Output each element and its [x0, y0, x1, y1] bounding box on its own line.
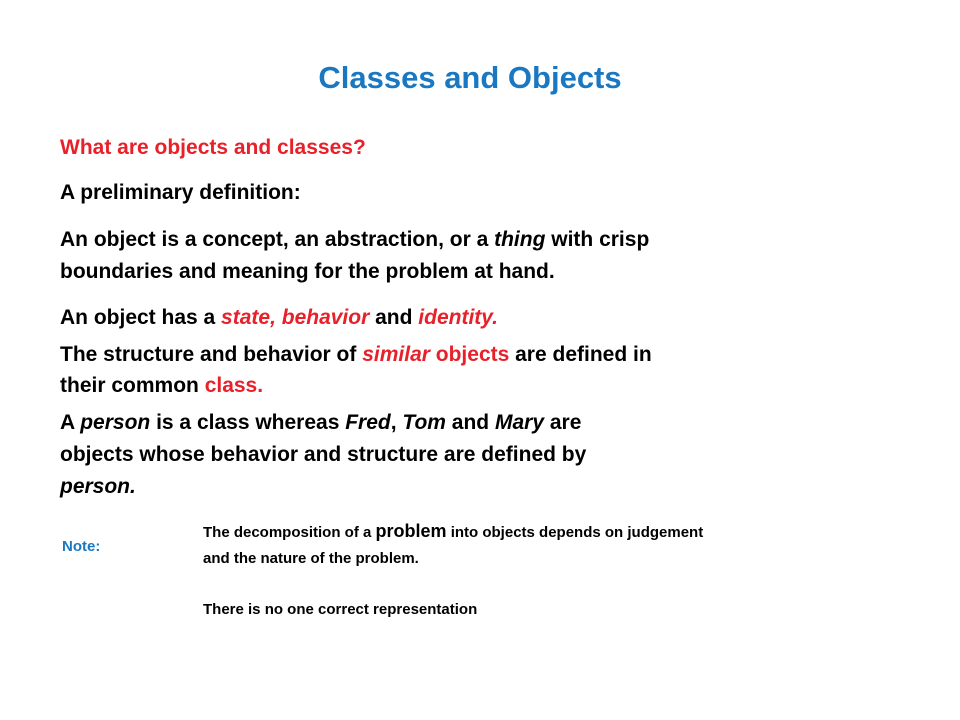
- state-behavior-term: state, behavior: [221, 306, 370, 329]
- note-problem-term: problem: [375, 521, 447, 541]
- note-line-1: [203, 518, 703, 546]
- person-text-a: A: [60, 411, 81, 434]
- person-line-3: [60, 472, 136, 501]
- person-term-2: person.: [60, 475, 136, 498]
- definition-text: An object is a concept, an abstraction, or a: [60, 228, 495, 251]
- person-comma: ,: [390, 411, 403, 434]
- structure-text-end: are defined in: [509, 343, 652, 366]
- definition-thing: thing: [494, 228, 546, 251]
- state-line: [60, 303, 498, 332]
- note-line-2: and the nature of the problem.: [203, 550, 419, 567]
- state-and: and: [369, 306, 419, 329]
- objects-term: objects: [429, 343, 510, 366]
- structure-line-2: [60, 371, 263, 400]
- person-text-c: is a class whereas: [150, 411, 346, 434]
- similar-term: similar: [362, 343, 430, 366]
- preliminary-definition-label: A preliminary definition:: [60, 181, 301, 204]
- question-heading: What are objects and classes?: [60, 136, 366, 159]
- person-are: are: [544, 411, 582, 434]
- tom-term: Tom: [402, 411, 446, 434]
- definition-text-end: with crisp: [545, 228, 650, 251]
- slide-title: Classes and Objects: [318, 60, 622, 95]
- person-term: person: [80, 411, 151, 434]
- structure-text: The structure and behavior of: [60, 343, 363, 366]
- person-line-2: objects whose behavior and structure are defined by: [60, 443, 587, 466]
- structure-line-1: [60, 340, 652, 369]
- person-line-1: [60, 408, 581, 437]
- note-line-3: There is no one correct representation: [203, 601, 478, 618]
- note-label: Note:: [62, 538, 101, 555]
- mary-term: Mary: [494, 411, 545, 434]
- identity-term: identity.: [418, 306, 499, 329]
- fred-term: Fred: [345, 411, 391, 434]
- structure-text-2: their common: [60, 374, 205, 397]
- person-and: and: [445, 411, 495, 434]
- definition-line-1: [60, 225, 649, 254]
- definition-line-2: boundaries and meaning for the problem at hand.: [60, 260, 555, 283]
- note-text-a: The decomposition of a: [203, 524, 376, 541]
- note-text-c: into objects depends on judgement: [446, 524, 704, 541]
- class-term: class.: [204, 374, 264, 397]
- state-text: An object has a: [60, 306, 222, 329]
